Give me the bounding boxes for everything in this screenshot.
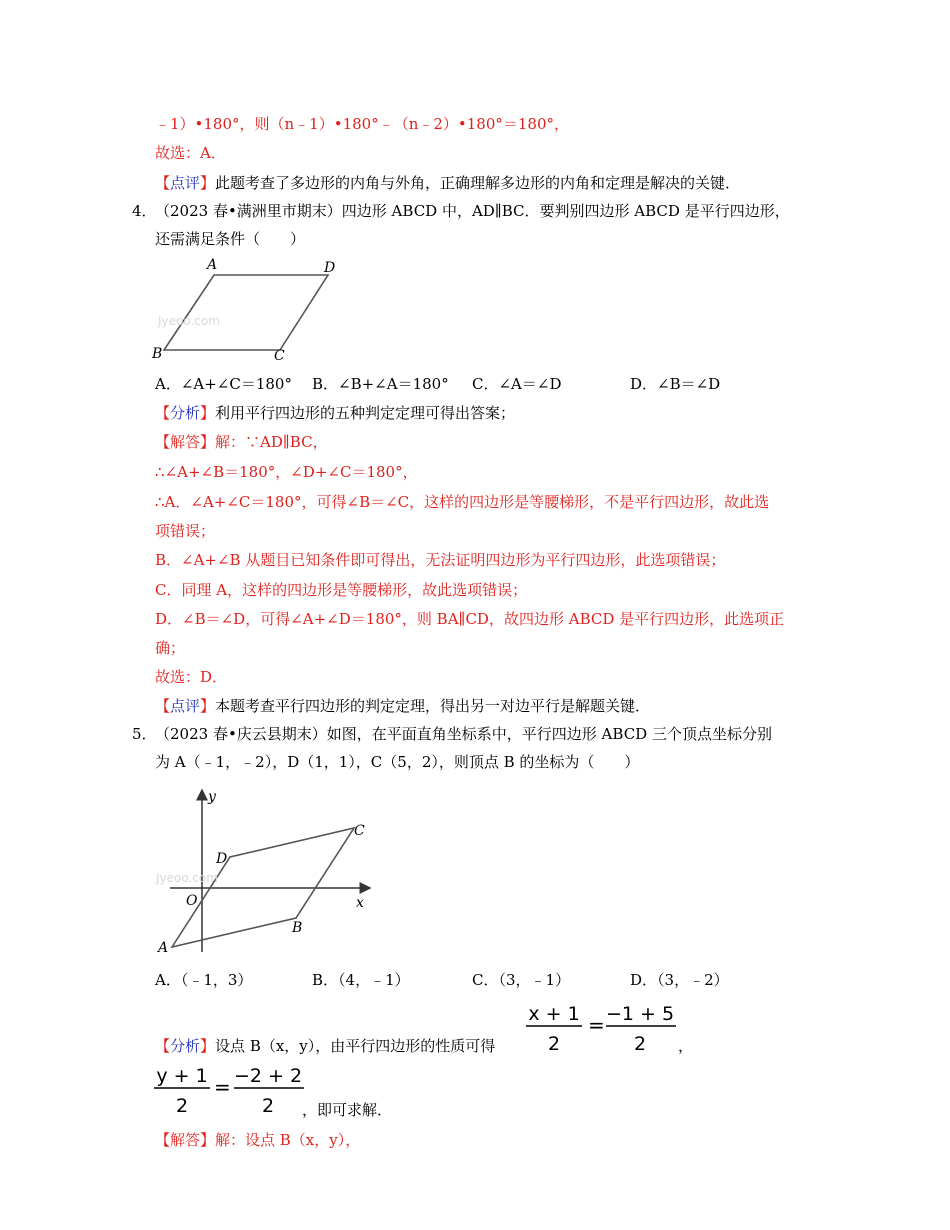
- q4-analysis: 【分析】利用平行四边形的五种判定定理可得出答案；: [155, 404, 516, 422]
- label-y: y: [208, 789, 216, 805]
- frac2-rhs-numerator: −2 + 2: [233, 1065, 303, 1087]
- q4-solution-line-1: 【解答】解：∵AD∥BC，: [155, 433, 328, 451]
- q5-option-d: D．（3，﹣2）: [630, 971, 729, 989]
- q5-comma: ，: [678, 1037, 694, 1055]
- q4-option-d: D．∠B＝∠D: [630, 375, 721, 393]
- svg-text:=: =: [214, 1075, 231, 1099]
- q5-option-b: B．（4，﹣1）: [312, 971, 410, 989]
- watermark: Jyeoo.com: [158, 314, 220, 328]
- frac2-rhs-denominator: 2: [261, 1095, 275, 1117]
- q4-choice: 故选：D．: [155, 668, 228, 686]
- label-a: A: [158, 940, 169, 956]
- frac1-rhs-denominator: 2: [633, 1033, 647, 1055]
- q5-stem-line2: 为 A（﹣1，﹣2），D（1，1），C（5，2），则顶点 B 的坐标为（ ）: [155, 753, 640, 771]
- q4-solution-line-7: D．∠B＝∠D，可得∠A+∠D＝180°，则 BA∥CD，故四边形 ABCD 是平行四边形，此选项正: [155, 610, 785, 628]
- label-c: C: [274, 348, 285, 364]
- parallelogram-abcd: [164, 275, 328, 350]
- label-o: O: [186, 893, 198, 909]
- frac2-numerator: y + 1: [156, 1065, 208, 1087]
- q4-solution-line-8: 确；: [155, 639, 186, 657]
- q4-solution-line-5: B．∠A+∠B 从题目已知条件即可得出，无法证明四边形为平行四边形，此选项错误；: [155, 551, 726, 569]
- label-d: D: [324, 260, 336, 276]
- q5-number: 5．: [132, 725, 157, 743]
- q4-option-c: C．∠A＝∠D: [472, 375, 562, 393]
- label-c: C: [354, 823, 365, 839]
- q4-parallelogram-figure: [150, 255, 350, 367]
- comment-tag: 点评: [170, 174, 201, 192]
- frac1-rhs-numerator: −1 + 5: [605, 1003, 675, 1025]
- q5-solution: 【解答】解：设点 B（x，y），: [155, 1131, 361, 1149]
- q4-solution-line-6: C．同理 A，这样的四边形是等腰梯形，故此选项错误；: [155, 581, 528, 599]
- q3-choice: 故选：A．: [155, 144, 226, 162]
- equation-x-midpoint: [524, 998, 680, 1056]
- q5-option-c: C．（3，﹣1）: [472, 971, 571, 989]
- q5-analysis-end: ，即可求解．: [302, 1101, 393, 1119]
- q4-stem-line2: 还需满足条件（ ）: [155, 230, 306, 248]
- q4-option-a: A．∠A+∠C＝180°: [155, 375, 292, 393]
- q3-solution-continuation: ﹣1）•180°，则（n﹣1）•180°﹣（n﹣2）•180°＝180°，: [155, 115, 570, 133]
- watermark: Jyeoo.com: [156, 871, 218, 885]
- label-x: x: [356, 895, 364, 911]
- q4-stem-line1: （2023 春•满洲里市期末）四边形 ABCD 中，AD∥BC．要判别四边形 ABCD 是平行四边形，: [155, 202, 790, 220]
- frac2-denominator: 2: [175, 1095, 189, 1117]
- label-a: A: [207, 257, 218, 273]
- q4-option-b: B．∠B+∠A＝180°: [312, 375, 449, 393]
- q4-number: 4．: [132, 202, 157, 220]
- label-b: B: [292, 920, 303, 936]
- q4-comment: 【点评】本题考查平行四边形的判定定理，得出另一对边平行是解题关键．: [155, 697, 651, 715]
- frac1-numerator: x + 1: [528, 1003, 580, 1025]
- q5-coordinate-figure: [150, 782, 390, 957]
- q5-analysis: 【分析】设点 B（x，y），由平行四边形的性质可得: [155, 1037, 496, 1055]
- svg-text:=: =: [588, 1013, 605, 1037]
- q3-comment: 【点评】此题考查了多边形的内角与外角，正确理解多边形的内角和定理是解决的关键．: [155, 174, 741, 192]
- q5-option-a: A．（﹣1，3）: [155, 971, 253, 989]
- label-d: D: [216, 851, 228, 867]
- q4-solution-line-4: 项错误；: [155, 522, 216, 540]
- frac1-denominator: 2: [547, 1033, 561, 1055]
- q4-solution-line-2: ∴∠A+∠B＝180°，∠D+∠C＝180°，: [155, 463, 418, 481]
- label-b: B: [152, 346, 163, 362]
- equation-y-midpoint: [152, 1060, 308, 1118]
- q4-solution-line-3: ∴A．∠A+∠C＝180°，可得∠B＝∠C，这样的四边形是等腰梯形，不是平行四边形，故此选: [155, 493, 770, 511]
- q5-stem-line1: （2023 春•庆云县期末）如图，在平面直角坐标系中，平行四边形 ABCD 三个顶点坐标分别: [155, 725, 772, 743]
